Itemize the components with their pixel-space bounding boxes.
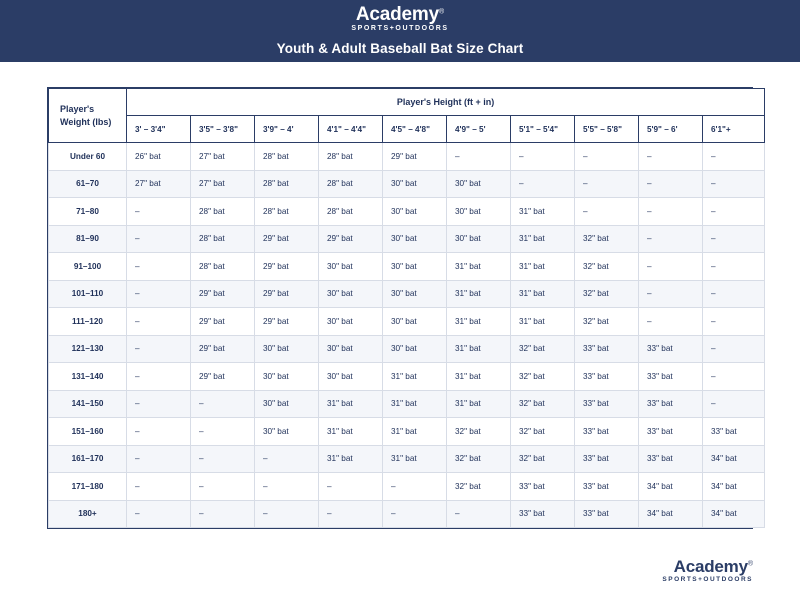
table-row [49, 253, 765, 281]
cell: – [639, 280, 703, 308]
table-row [49, 473, 765, 501]
cell: – [127, 280, 191, 308]
cell: 29" bat [191, 280, 255, 308]
cell: – [191, 445, 255, 473]
row-weight: 71–80 [49, 198, 127, 226]
cell: 31" bat [319, 390, 383, 418]
brand-name: Academy [355, 4, 439, 25]
cell: – [127, 445, 191, 473]
height-col-2: 3'5" – 3'8" [191, 116, 255, 143]
cell: 31" bat [383, 445, 447, 473]
table-row [49, 335, 765, 363]
cell: – [511, 170, 575, 198]
cell: – [703, 390, 765, 418]
cell: 32" bat [575, 225, 639, 253]
table-row [49, 198, 765, 226]
cell: 33" bat [575, 335, 639, 363]
cell: 31" bat [511, 225, 575, 253]
table-row [49, 418, 765, 446]
cell: 30" bat [447, 170, 511, 198]
cell: – [511, 143, 575, 171]
cell: 32" bat [511, 363, 575, 391]
cell: 31" bat [383, 418, 447, 446]
cell: 33" bat [575, 390, 639, 418]
height-group-header: Player's Height (ft + in) [127, 89, 765, 116]
cell: – [575, 170, 639, 198]
cell: 30" bat [383, 335, 447, 363]
cell: – [639, 225, 703, 253]
cell: 32" bat [575, 308, 639, 336]
cell: – [575, 143, 639, 171]
cell: 33" bat [639, 363, 703, 391]
cell: – [319, 473, 383, 501]
cell: 28" bat [191, 225, 255, 253]
cell: 28" bat [255, 170, 319, 198]
cell: – [127, 473, 191, 501]
row-weight: 131–140 [49, 363, 127, 391]
table-header-row-2 [49, 116, 765, 143]
height-col-9: 5'9" – 6' [639, 116, 703, 143]
cell: – [127, 335, 191, 363]
cell: 30" bat [383, 308, 447, 336]
cell: – [127, 418, 191, 446]
table-row [49, 445, 765, 473]
cell: – [127, 225, 191, 253]
cell: 33" bat [575, 445, 639, 473]
chart-sheet [0, 62, 800, 601]
cell: – [447, 500, 511, 528]
height-col-6: 4'9" – 5' [447, 116, 511, 143]
cell: 30" bat [383, 253, 447, 281]
cell: 33" bat [639, 335, 703, 363]
cell: 28" bat [255, 198, 319, 226]
cell: 29" bat [255, 280, 319, 308]
row-weight: 101–110 [49, 280, 127, 308]
bat-size-table-frame [47, 87, 753, 529]
cell: 31" bat [383, 363, 447, 391]
table-row [49, 390, 765, 418]
cell: 31" bat [447, 335, 511, 363]
cell: 28" bat [319, 143, 383, 171]
cell: – [127, 253, 191, 281]
cell: 30" bat [255, 335, 319, 363]
table-row [49, 225, 765, 253]
cell: 33" bat [639, 418, 703, 446]
cell: 33" bat [575, 473, 639, 501]
cell: – [191, 390, 255, 418]
table-row [49, 143, 765, 171]
cell: 33" bat [575, 418, 639, 446]
table-row [49, 308, 765, 336]
brand-registered-mark: ® [438, 8, 445, 16]
row-weight: 151–160 [49, 418, 127, 446]
cell: – [703, 143, 765, 171]
cell: 33" bat [703, 418, 765, 446]
cell: 31" bat [511, 253, 575, 281]
cell: 34" bat [703, 473, 765, 501]
cell: 32" bat [511, 418, 575, 446]
academy-logo-footer [662, 558, 753, 584]
cell: 31" bat [447, 253, 511, 281]
cell: 28" bat [319, 170, 383, 198]
cell: 30" bat [255, 418, 319, 446]
cell: 31" bat [319, 445, 383, 473]
cell: 30" bat [383, 198, 447, 226]
cell: 33" bat [511, 500, 575, 528]
cell: – [127, 363, 191, 391]
cell: – [703, 198, 765, 226]
cell: 30" bat [383, 280, 447, 308]
cell: 33" bat [639, 445, 703, 473]
table-row [49, 170, 765, 198]
table-row [49, 363, 765, 391]
cell: – [127, 198, 191, 226]
cell: – [703, 225, 765, 253]
cell: 28" bat [191, 198, 255, 226]
cell: – [191, 473, 255, 501]
table-header-row-1 [49, 89, 765, 116]
cell: 30" bat [319, 308, 383, 336]
cell: 33" bat [575, 363, 639, 391]
cell: 29" bat [255, 225, 319, 253]
cell: – [447, 143, 511, 171]
cell: 34" bat [639, 500, 703, 528]
cell: – [703, 280, 765, 308]
cell: 27" bat [191, 170, 255, 198]
cell: 29" bat [319, 225, 383, 253]
cell: 30" bat [447, 198, 511, 226]
cell: – [383, 473, 447, 501]
row-weight: Under 60 [49, 143, 127, 171]
cell: 32" bat [447, 473, 511, 501]
row-weight: 111–120 [49, 308, 127, 336]
row-weight: 141–150 [49, 390, 127, 418]
cell: – [703, 170, 765, 198]
cell: – [703, 253, 765, 281]
cell: 28" bat [191, 253, 255, 281]
cell: – [639, 253, 703, 281]
academy-logo-header [0, 0, 800, 32]
cell: – [127, 390, 191, 418]
cell: 30" bat [447, 225, 511, 253]
cell: 29" bat [383, 143, 447, 171]
cell: 30" bat [383, 170, 447, 198]
cell: 31" bat [511, 198, 575, 226]
cell: 26" bat [127, 143, 191, 171]
cell: 32" bat [447, 418, 511, 446]
cell: 28" bat [319, 198, 383, 226]
cell: 31" bat [447, 308, 511, 336]
cell: 30" bat [319, 363, 383, 391]
row-weight: 180+ [49, 500, 127, 528]
cell: 33" bat [511, 473, 575, 501]
cell: 33" bat [639, 390, 703, 418]
row-weight: 161–170 [49, 445, 127, 473]
cell: – [639, 170, 703, 198]
height-col-7: 5'1" – 5'4" [511, 116, 575, 143]
cell: 27" bat [127, 170, 191, 198]
cell: 32" bat [511, 390, 575, 418]
cell: 32" bat [511, 445, 575, 473]
cell: – [703, 308, 765, 336]
cell: – [255, 473, 319, 501]
weight-column-header: Player's Weight (lbs) [49, 89, 127, 143]
row-weight: 121–130 [49, 335, 127, 363]
cell: 28" bat [255, 143, 319, 171]
table-head [49, 89, 765, 143]
cell: – [639, 308, 703, 336]
cell: – [191, 418, 255, 446]
cell: 31" bat [447, 390, 511, 418]
table-body [49, 143, 765, 528]
brand-tagline: SPORTS+OUTDOORS [351, 25, 449, 32]
brand-name: Academy [673, 556, 748, 576]
brand-registered-mark: ® [747, 560, 753, 568]
cell: 30" bat [383, 225, 447, 253]
cell: – [191, 500, 255, 528]
cell: 30" bat [319, 280, 383, 308]
height-col-4: 4'1" – 4'4" [319, 116, 383, 143]
height-col-8: 5'5" – 5'8" [575, 116, 639, 143]
table-row [49, 500, 765, 528]
cell: 31" bat [511, 280, 575, 308]
cell: 27" bat [191, 143, 255, 171]
height-col-3: 3'9" – 4' [255, 116, 319, 143]
cell: 31" bat [447, 363, 511, 391]
cell: 32" bat [511, 335, 575, 363]
cell: 29" bat [191, 308, 255, 336]
cell: 29" bat [255, 253, 319, 281]
height-col-10: 6'1"+ [703, 116, 765, 143]
table-row [49, 280, 765, 308]
cell: – [703, 335, 765, 363]
cell: – [575, 198, 639, 226]
cell: 29" bat [191, 335, 255, 363]
page-header [0, 0, 800, 62]
cell: 29" bat [255, 308, 319, 336]
row-weight: 91–100 [49, 253, 127, 281]
height-col-1: 3' – 3'4" [127, 116, 191, 143]
row-weight: 61–70 [49, 170, 127, 198]
cell: – [703, 363, 765, 391]
cell: 30" bat [319, 335, 383, 363]
cell: 30" bat [255, 363, 319, 391]
cell: 32" bat [447, 445, 511, 473]
cell: 30" bat [255, 390, 319, 418]
cell: – [255, 500, 319, 528]
cell: 31" bat [319, 418, 383, 446]
cell: 31" bat [447, 280, 511, 308]
cell: 29" bat [191, 363, 255, 391]
cell: 33" bat [575, 500, 639, 528]
cell: 34" bat [703, 445, 765, 473]
cell: – [127, 500, 191, 528]
cell: – [383, 500, 447, 528]
brand-tagline: SPORTS+OUTDOORS [662, 575, 753, 583]
cell: 32" bat [575, 253, 639, 281]
cell: – [639, 198, 703, 226]
cell: 34" bat [639, 473, 703, 501]
cell: 32" bat [575, 280, 639, 308]
cell: 34" bat [703, 500, 765, 528]
row-weight: 81–90 [49, 225, 127, 253]
cell: – [255, 445, 319, 473]
bat-size-table [48, 88, 765, 528]
cell: – [319, 500, 383, 528]
cell: – [127, 308, 191, 336]
row-weight: 171–180 [49, 473, 127, 501]
cell: – [639, 143, 703, 171]
cell: 31" bat [511, 308, 575, 336]
height-col-5: 4'5" – 4'8" [383, 116, 447, 143]
page-title: Youth & Adult Baseball Bat Size Chart [276, 41, 524, 56]
cell: 31" bat [383, 390, 447, 418]
cell: 30" bat [319, 253, 383, 281]
